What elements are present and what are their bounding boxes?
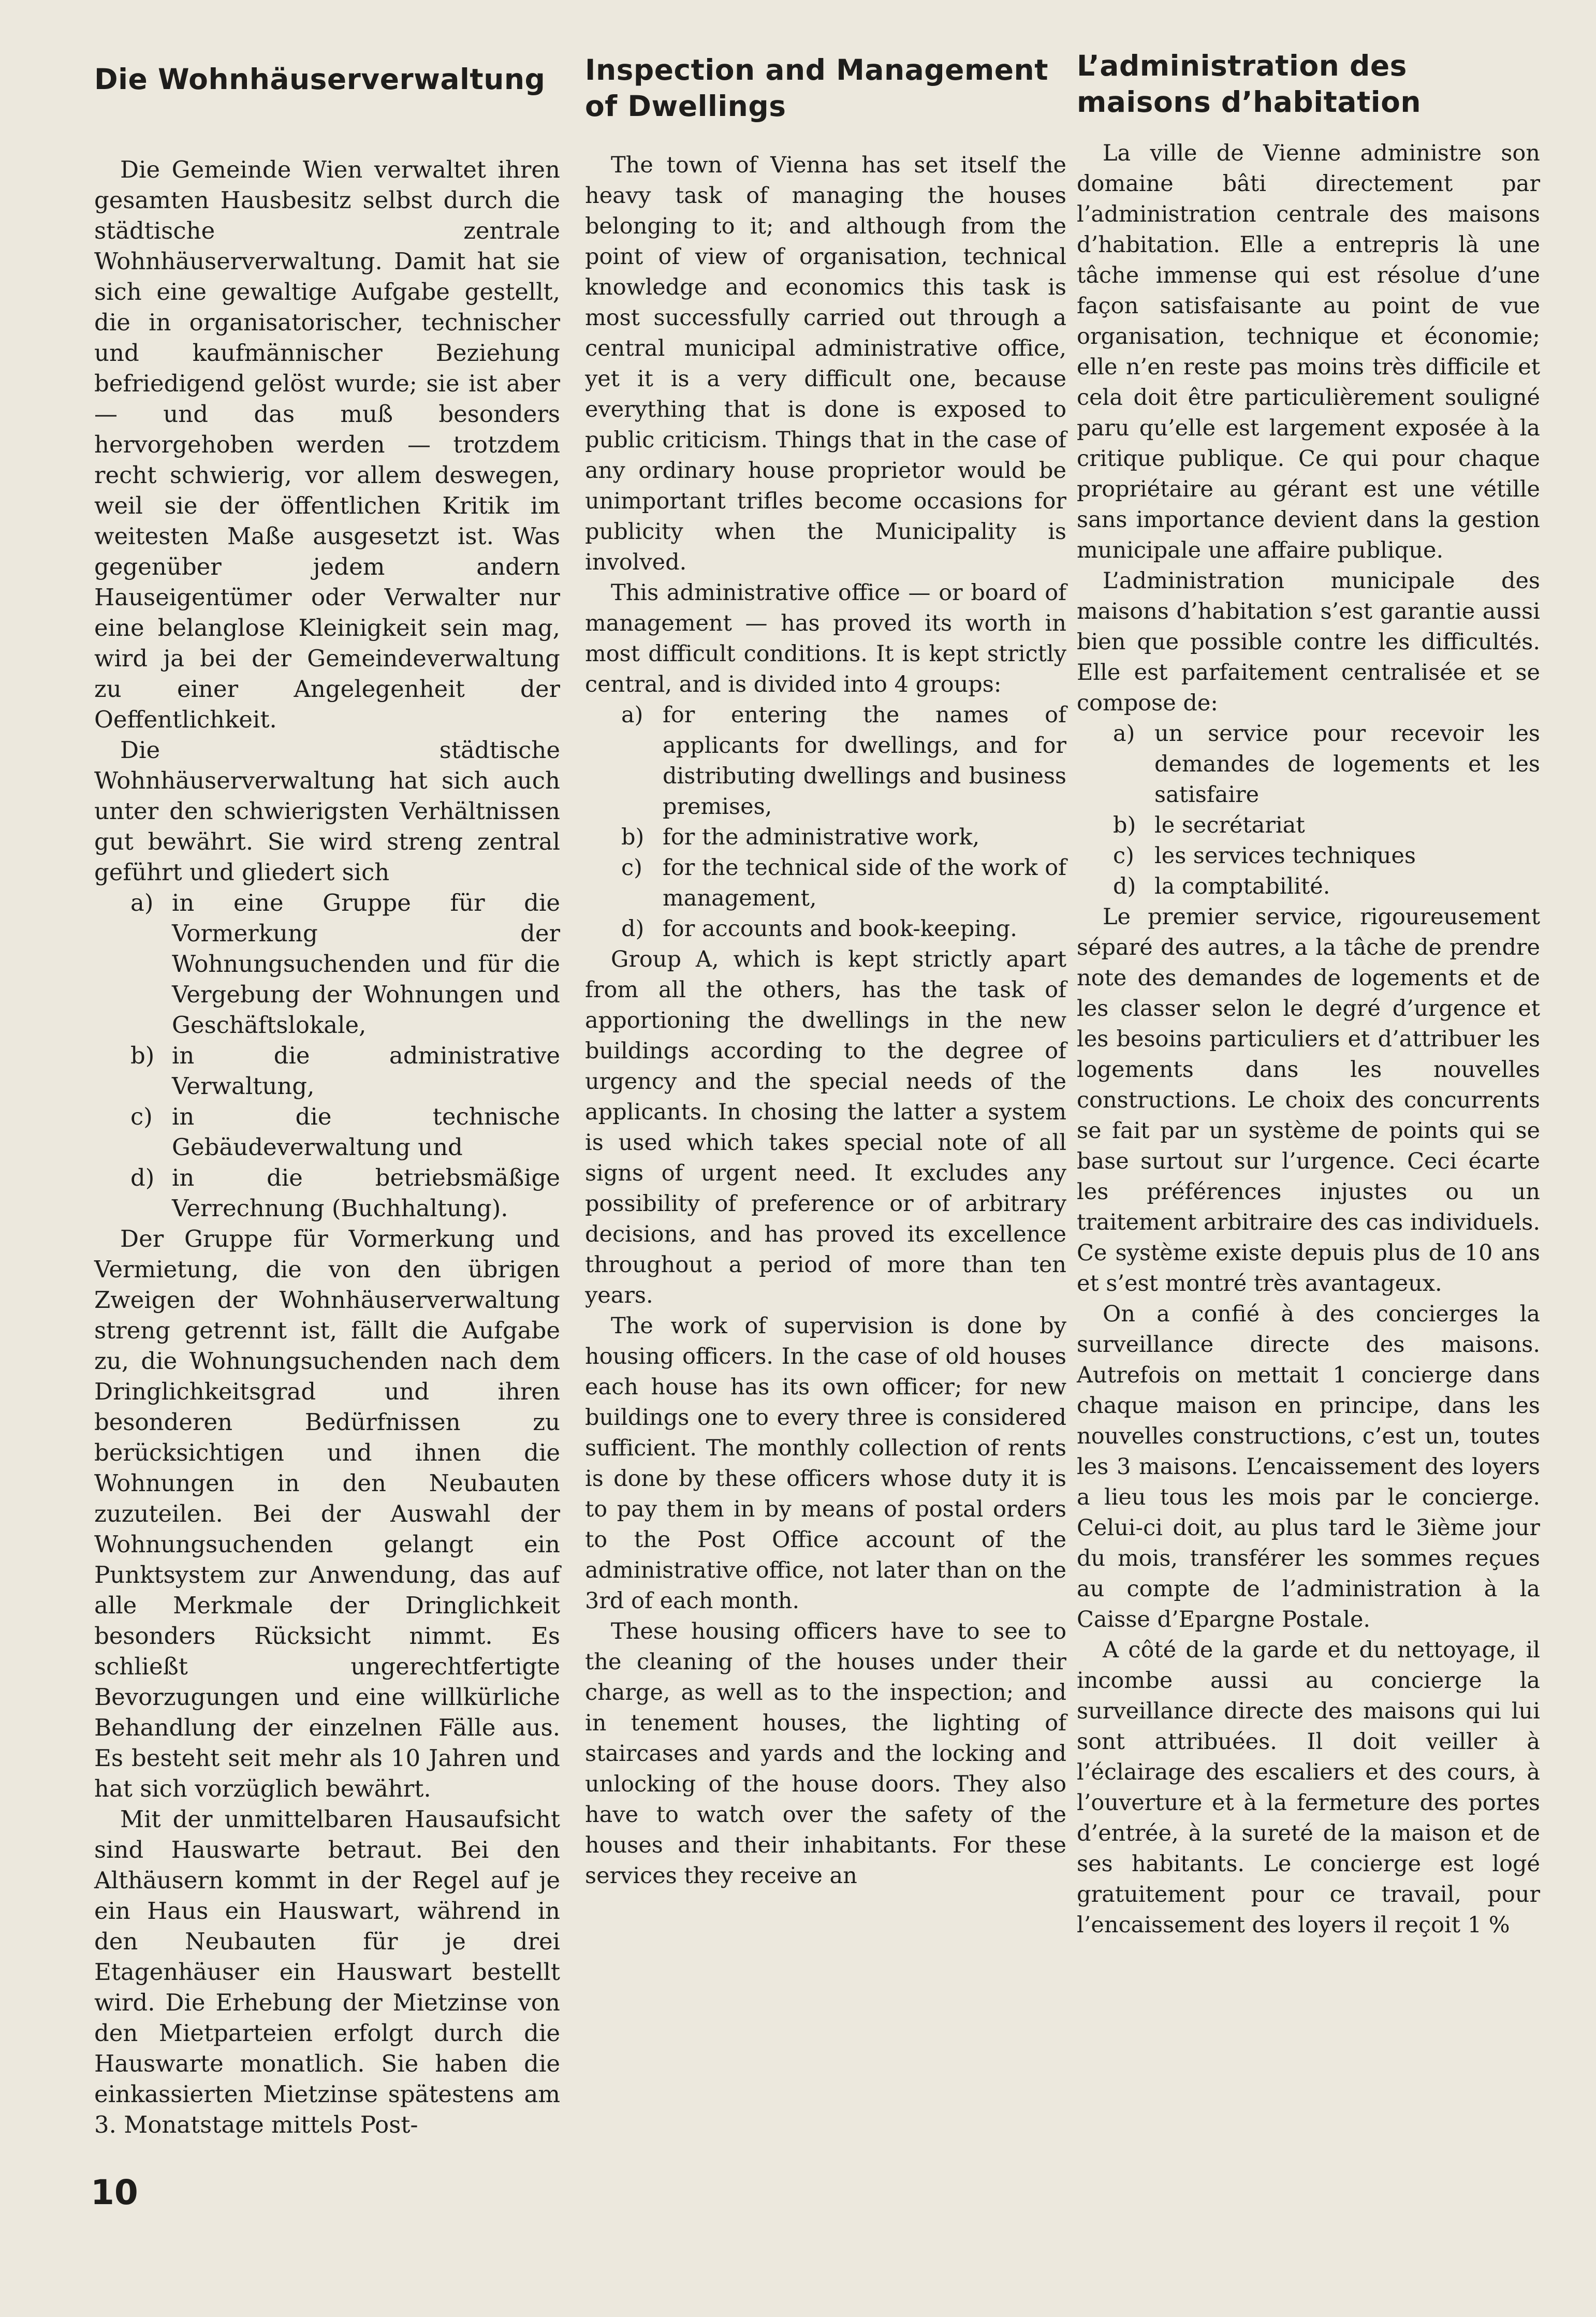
german-list-item — [94, 1101, 560, 1162]
list-marker: d) — [621, 916, 645, 942]
page-number: 10 — [91, 2173, 138, 2212]
list-text: for the administrative work, — [663, 824, 980, 850]
english-paragraph-2: This administrative office — or board of management — has proved its worth in most difficult conditions. It is kept strictly central, and is divided into 4 groups: — [585, 580, 1066, 697]
list-text: in die betriebsmäßige Verrechnung (Buchhaltung). — [172, 1164, 560, 1222]
list-text: for accounts and book-keeping. — [663, 916, 1017, 942]
list-text: le secrétariat — [1154, 812, 1305, 838]
english-paragraph-1: The town of Vienna has set itself the heavy task of managing the houses belonging to it; and although from the point of view of organisation, technical knowledge and economics this task is most successfully carried out through a central municipal administrative office, yet it is a very difficult one, because everything that is done is exposed to public criticism. Things that in the case of any ordinary house proprietor would be unimportant trifles become occasions for publicity when the Municipality is involved. — [585, 152, 1066, 575]
french-list-item — [1077, 719, 1540, 810]
french-paragraph-2: L’administration municipale des maisons d’habitation s’est garantie aussi bien que possible contre les difficultés. Elle est parfaitement centralisée et se compose de: — [1077, 568, 1540, 716]
english-list-item — [585, 914, 1066, 944]
english-list-item — [585, 822, 1066, 853]
list-text: les services techniques — [1154, 843, 1416, 869]
french-paragraph-5: A côté de la garde et du nettoyage, il incombe aussi au concierge la surveillance directe des maisons qui lui sont attribuées. Il doit veiller à l’éclairage des escaliers et des cours, à l’ouverture et à la fermeture des portes d’entrée, à la sureté de la maison et de ses habitants. Le concierge est logé gratuitement pour ce travail, pour l’encaissement des loyers il reçoit 1 % — [1077, 1637, 1540, 1938]
german-group-list — [94, 887, 560, 1223]
list-text: for the technical side of the work of management, — [663, 855, 1067, 911]
list-marker: c) — [130, 1103, 153, 1130]
french-paragraph-3: Le premier service, rigoureusement séparé des autres, a la tâche de prendre note des demandes de logements et de les classer selon le degré d’urgence et les besoins particuliers et d’attribuer les logements dans les nouvelles constructions. Le choix des concurrents se fait par un système de points qui se base surtout sur l’urgence. Ceci écarte les préférences injustes ou un traitement arbitraire des cas individuels. Ce système existe depuis plus de 10 ans et s’est montré très avantageux. — [1077, 904, 1540, 1296]
german-column — [94, 52, 560, 2140]
english-paragraph-4: The work of supervision is done by housing officers. In the case of old houses each house has its own officer; for new buildings one to every three is considered sufficient. The monthly collection of rents is done by these officers whose duty it is to pay them in by means of postal orders to the Post Office account of the administrative office, not later than on the 3rd of each month. — [585, 1313, 1066, 1614]
french-group-list — [1077, 719, 1540, 902]
french-heading: L’administration des maisons d’habitation — [1077, 49, 1422, 119]
list-marker: d) — [130, 1164, 155, 1191]
german-paragraph-1: Die Gemeinde Wien verwaltet ihren gesamten Hausbesitz selbst durch die städtische zentrale Wohnhäuserverwaltung. Damit hat sie sich eine gewaltige Aufgabe gestellt, die in organisatorischer, technischer und kaufmännischer Beziehung befriedigend gelöst wurde; sie ist aber — und das muß besonders hervorgehoben werden — trotzdem recht schwierig, vor allem deswegen, weil sie der öffentlichen Kritik im weitesten Maße ausgesetzt ist. Was gegenüber jedem andern Hauseigentümer oder Verwalter nur eine belanglose Kleinigkeit sein mag, wird ja bei der Gemeindeverwaltung zu einer Angelegenheit der Oeffentlichkeit. — [94, 156, 560, 733]
list-marker: a) — [130, 889, 154, 916]
list-text: in die technische Gebäudeverwaltung und — [172, 1103, 560, 1161]
french-list-item — [1077, 841, 1540, 871]
list-text: for entering the names of applicants for dwellings, and for distributing dwellings and business premises, — [663, 702, 1066, 820]
english-group-list — [585, 700, 1066, 944]
list-text: un service pour recevoir les demandes de logements et les satisfaire — [1154, 721, 1540, 808]
list-text: in die administrative Verwaltung, — [172, 1042, 560, 1100]
french-list-item — [1077, 810, 1540, 841]
list-marker: b) — [1113, 812, 1136, 838]
english-list-item — [585, 700, 1066, 822]
list-text: la comptabilité. — [1154, 873, 1330, 899]
french-paragraph-1: La ville de Vienne administre son domaine bâti directement par l’administration centrale des maisons d’habitation. Elle a entrepris là une tâche immense qui est résolue d’une façon satisfaisante au point de vue organisation, technique et économie; elle n’en reste pas moins très difficile et cela doit être particulièrement souligné paru qu’elle est largement exposée à la critique publique. Ce qui pour chaque propriétaire au gérant est une vétille sans importance devient dans la gestion municipale une affaire publique. — [1077, 140, 1540, 563]
german-list-item — [94, 887, 560, 1040]
french-paragraph-4: On a confié à des concierges la surveillance directe des maisons. Autrefois on mettait 1 concierge dans chaque maison en principe, dans les nouvelles constructions, c’est un, toutes les 3 maisons. L’encaissement des loyers a lieu tous les mois par le concierge. Celui-ci doit, au plus tard le 3ième jour du mois, transférer les sommes reçues au compte de l’administration à la Caisse d’Epargne Postale. — [1077, 1301, 1540, 1633]
list-marker: a) — [621, 702, 643, 728]
english-paragraph-5: These housing officers have to see to the cleaning of the houses under their charge, as well as to the inspection; and in tenement houses, the lighting of staircases and yards and the locking and unlocking of the house doors. They also have to watch over the safety of the houses and their inhabitants. For these services they receive an — [585, 1619, 1066, 1889]
french-list-item — [1077, 871, 1540, 902]
list-marker: b) — [130, 1042, 155, 1069]
list-marker: c) — [1113, 843, 1134, 869]
list-marker: d) — [1113, 873, 1136, 899]
french-column — [1077, 49, 1540, 1941]
list-marker: c) — [621, 855, 642, 881]
german-paragraph-4: Mit der unmittelbaren Hausaufsicht sind Hauswarte betraut. Bei den Althäusern kommt in der Regel auf je ein Haus ein Hauswart, während in den Neubauten für je drei Etagenhäuser ein Hauswart bestellt wird. Die Erhebung der Mietzinse von den Mietparteien erfolgt durch die Hauswarte monatlich. Sie haben die einkassierten Mietzinse spätestens am 3. Monatstage mittels Post- — [94, 1805, 560, 2138]
list-text: in eine Gruppe für die Vormerkung der Wohnungsuchenden und für die Vergebung der Wohnungen und Geschäftslokale, — [172, 889, 560, 1039]
english-list-item — [585, 853, 1066, 914]
list-marker: a) — [1113, 721, 1135, 747]
german-paragraph-3: Der Gruppe für Vormerkung und Vermietung, die von den übrigen Zweigen der Wohnhäuserverwaltung streng getrennt ist, fällt die Aufgabe zu, die Wohnungsuchenden nach dem Dringlichkeitsgrad und ihren besonderen Bedürfnissen zu berücksichtigen und ihnen die Wohnungen in den Neubauten zuzuteilen. Bei der Auswahl der Wohnungsuchenden gelangt ein Punktsystem zur Anwendung, das auf alle Merkmale der Dringlichkeit besonders Rücksicht nimmt. Es schließt ungerechtfertigte Bevorzugungen und eine willkürliche Behandlung der einzelnen Fälle aus. Es besteht seit mehr als 10 Jahren und hat sich vorzüglich bewährt. — [94, 1225, 560, 1802]
english-heading: Inspection and Management of Dwellings — [585, 53, 1048, 123]
list-marker: b) — [621, 824, 645, 850]
english-column — [585, 52, 1066, 1891]
german-paragraph-2: Die städtische Wohnhäuserverwaltung hat sich auch unter den schwierigsten Verhältnissen gut bewährt. Sie wird streng zentral geführt und gliedert sich — [94, 736, 560, 886]
english-paragraph-3: Group A, which is kept strictly apart from all the others, has the task of apportioning the dwellings in the new buildings according to the degree of urgency and the special needs of the applicants. In chosing the latter a system is used which takes special note of all signs of urgent need. It excludes any possibility of preference or of arbitrary decisions, and has proved its excellence throughout a period of more than ten years. — [585, 946, 1066, 1308]
german-list-item — [94, 1162, 560, 1223]
german-list-item — [94, 1040, 560, 1101]
german-heading: Die Wohnhäuserverwaltung — [94, 63, 546, 96]
